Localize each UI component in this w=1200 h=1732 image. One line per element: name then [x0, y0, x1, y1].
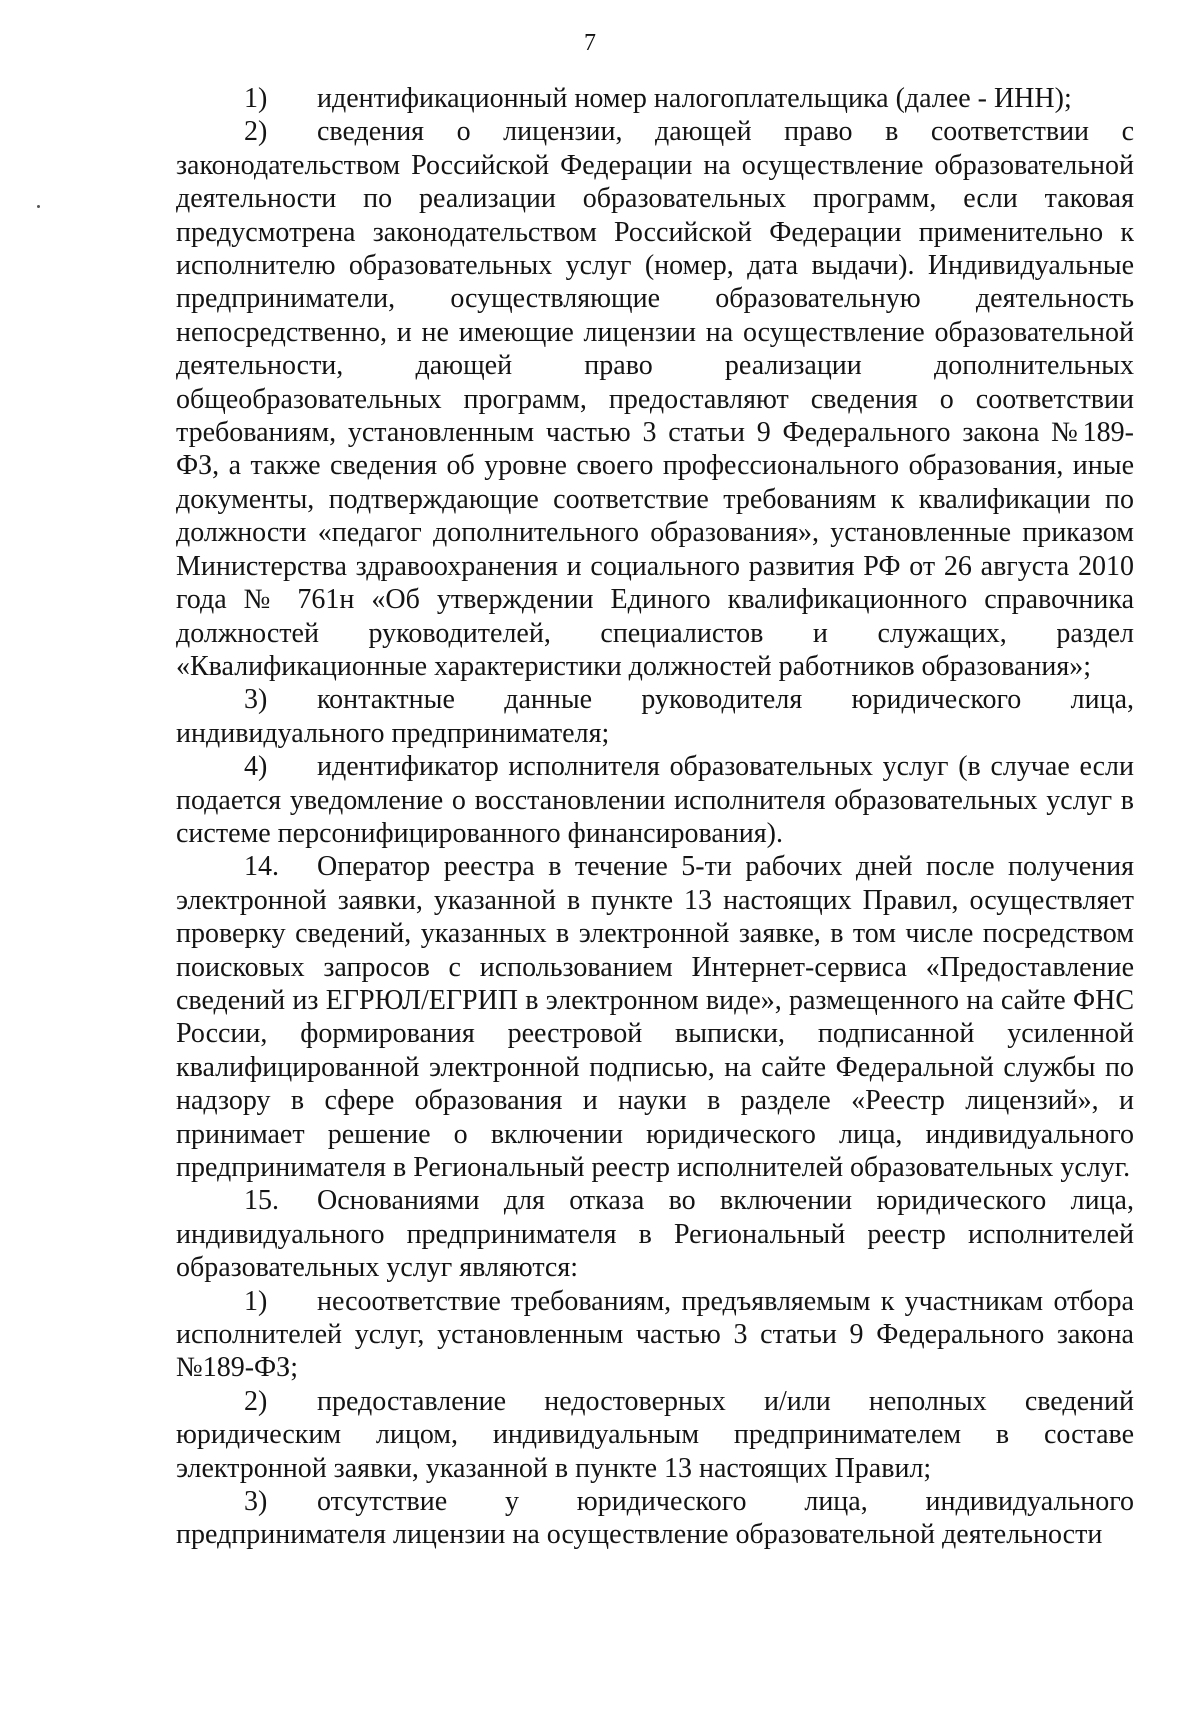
refusal-ground-1 — [176, 1285, 1134, 1385]
paragraph-number: 3) — [244, 1486, 268, 1518]
paragraph-item-4 — [176, 750, 1134, 850]
document-body — [176, 82, 1134, 1552]
paragraph-text: несоответствие требованиям, предъявляемым к участникам отбора исполнителей услуг, установленным частью 3 статьи 9 Федерального закона №189-ФЗ; — [176, 1285, 1134, 1384]
paragraph-text: Оператор реестра в течение 5-ти рабочих дней после получения электронной заявки, указанной в пункте 13 настоящих Правил, осуществляет проверку сведений, указанных в электронной заявке, в том числе посредством поисковых запросов с использованием Интернет-сервиса «Предоставление сведений из ЕГРЮЛ/ЕГРИП в электронном виде», размещенного на сайте ФНС России, формирования реестровой выписки, подписанной усиленной квалифицированной электронной подписью, на сайте Федеральной службы по надзору в сфере образования и науки в разделе «Реестр лицензий», и принимает решение о включении юридического лица, индивидуального предпринимателя в Региональный реестр исполнителей образовательных услуг. — [176, 851, 1134, 1183]
paragraph-item-2 — [176, 115, 1134, 683]
paragraph-number: 14. — [244, 851, 279, 883]
paragraph-number: 1) — [244, 1285, 268, 1317]
clause-14 — [176, 850, 1134, 1184]
paragraph-number: 3) — [244, 684, 268, 716]
paragraph-text: контактные данные руководителя юридического лица, индивидуального предпринимателя; — [176, 684, 1134, 749]
paragraph-text: предоставление недостоверных и/или неполных сведений юридическим лицом, индивидуальным предпринимателем в составе электронной заявки, указанной в пункте 13 настоящих Правил; — [176, 1385, 1134, 1484]
paragraph-number: 1) — [244, 83, 268, 114]
page-number: 7 — [584, 30, 596, 56]
paragraph-item-3 — [176, 683, 1134, 750]
paragraph-number: 4) — [244, 751, 268, 783]
refusal-ground-2 — [176, 1385, 1134, 1485]
paragraph-number: 2) — [244, 116, 268, 148]
paragraph-number: 2) — [244, 1385, 268, 1417]
paragraph-item-1 — [176, 82, 1134, 115]
scan-speck — [37, 205, 40, 208]
paragraph-text: идентификационный номер налогоплательщика (далее - ИНН); — [317, 83, 1072, 114]
paragraph-text: сведения о лицензии, дающей право в соответствии с законодательством Российской Федерации на осуществление образовательной деятельности по реализации образовательных программ, если таковая предусмотрена законодательством Российской Федерации применительно к исполнителю образовательных услуг (номер, дата выдачи). Индивидуальные предприниматели, осуществляющие образовательную деятельность непосредственно, и не имеющие лицензии на осуществление образовательной деятельности, дающей право реализации дополнительных общеобразовательных программ, предоставляют сведения о соответствии требованиям, установленным частью 3 статьи 9 Федерального закона №189-ФЗ, а также сведения об уровне своего профессионального образования, иные документы, подтверждающие соответствие требованиям к квалификации по должности «педагог дополнительного образования», установленные приказом Министерства здравоохранения и социального развития РФ от 26 августа 2010 года № 761н «Об утверждении Единого квалификационного справочника должностей руководителей, специалистов и служащих, раздел «Квалификационные характеристики должностей работников образования»; — [176, 116, 1134, 682]
paragraph-text: идентификатор исполнителя образовательных услуг (в случае если подается уведомление о восстановлении исполнителя образовательных услуг в системе персонифицированного финансирования). — [176, 751, 1134, 849]
paragraph-number: 15. — [244, 1185, 279, 1217]
paragraph-text: Основаниями для отказа во включении юридического лица, индивидуального предпринимателя в Региональный реестр исполнителей образовательных услуг являются: — [176, 1185, 1134, 1284]
clause-15 — [176, 1184, 1134, 1284]
refusal-ground-3 — [176, 1485, 1134, 1552]
paragraph-text: отсутствие у юридического лица, индивидуального предпринимателя лицензии на осуществление образовательной деятельности — [176, 1486, 1134, 1551]
